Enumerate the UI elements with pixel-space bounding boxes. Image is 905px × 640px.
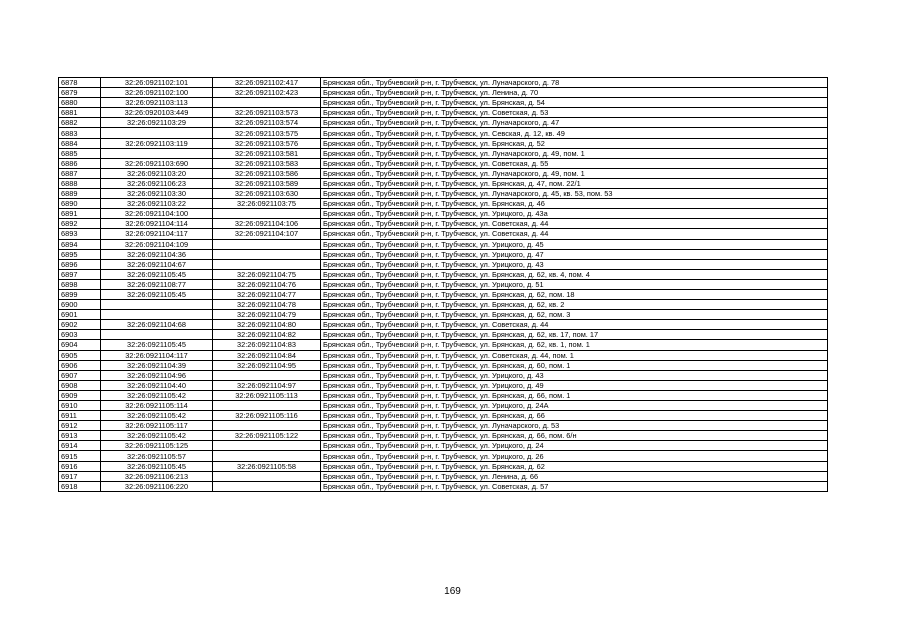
- parcel-cadastral-number-cell: 32:26:0921104:114: [101, 219, 213, 229]
- row-number-cell: 6911: [59, 411, 101, 421]
- table-row: [59, 239, 828, 249]
- table-row: [59, 279, 828, 289]
- row-number-cell: 6912: [59, 421, 101, 431]
- object-cadastral-number-cell: 32:26:0921105:116: [213, 411, 321, 421]
- address-cell: Брянская обл., Трубчевский р-н, г. Трубчевск, ул. Урицкого, д. 24: [321, 441, 828, 451]
- address-cell: Брянская обл., Трубчевский р-н, г. Трубчевск, ул. Урицкого, д. 43: [321, 259, 828, 269]
- address-cell: Брянская обл., Трубчевский р-н, г. Трубчевск, ул. Брянская, д. 66, пом. 6/н: [321, 431, 828, 441]
- parcel-cadastral-number-cell: 32:26:0921108:77: [101, 279, 213, 289]
- object-cadastral-number-cell: 32:26:0921105:113: [213, 390, 321, 400]
- parcel-cadastral-number-cell: 32:26:0921103:113: [101, 98, 213, 108]
- object-cadastral-number-cell: 32:26:0921103:75: [213, 199, 321, 209]
- address-cell: Брянская обл., Трубчевский р-н, г. Трубчевск, ул. Брянская, д. 62: [321, 461, 828, 471]
- row-number-cell: 6894: [59, 239, 101, 249]
- parcel-cadastral-number-cell: 32:26:0921105:57: [101, 451, 213, 461]
- address-cell: Брянская обл., Трубчевский р-н, г. Трубчевск, ул. Луначарского, д. 49, пом. 1: [321, 148, 828, 158]
- address-cell: Брянская обл., Трубчевский р-н, г. Трубчевск, ул. Брянская, д. 62, кв. 4, пом. 4: [321, 269, 828, 279]
- parcel-cadastral-number-cell: 32:26:0921105:45: [101, 289, 213, 299]
- address-cell: Брянская обл., Трубчевский р-н, г. Трубчевск, ул. Урицкого, д. 47: [321, 249, 828, 259]
- table-row: [59, 249, 828, 259]
- parcel-cadastral-number-cell: 32:26:0921105:114: [101, 401, 213, 411]
- row-number-cell: 6907: [59, 370, 101, 380]
- table-row: [59, 320, 828, 330]
- object-cadastral-number-cell: 32:26:0921104:97: [213, 380, 321, 390]
- object-cadastral-number-cell: 32:26:0921103:575: [213, 128, 321, 138]
- object-cadastral-number-cell: 32:26:0921104:107: [213, 229, 321, 239]
- parcel-cadastral-number-cell: 32:26:0921105:45: [101, 461, 213, 471]
- table-row: [59, 421, 828, 431]
- object-cadastral-number-cell: 32:26:0921104:95: [213, 360, 321, 370]
- parcel-cadastral-number-cell: 32:26:0921103:22: [101, 199, 213, 209]
- parcel-cadastral-number-cell: 32:26:0921105:45: [101, 269, 213, 279]
- row-number-cell: 6897: [59, 269, 101, 279]
- table-row: [59, 370, 828, 380]
- row-number-cell: 6918: [59, 481, 101, 491]
- table-row: [59, 148, 828, 158]
- address-cell: Брянская обл., Трубчевский р-н, г. Трубчевск, ул. Брянская, д. 47, пом. 22/1: [321, 178, 828, 188]
- property-table-body: [59, 78, 828, 492]
- parcel-cadastral-number-cell: 32:26:0921106:220: [101, 481, 213, 491]
- address-cell: Брянская обл., Трубчевский р-н, г. Трубчевск, ул. Брянская, д. 62, пом. 18: [321, 289, 828, 299]
- table-row: [59, 229, 828, 239]
- row-number-cell: 6904: [59, 340, 101, 350]
- parcel-cadastral-number-cell: 32:26:0921104:117: [101, 229, 213, 239]
- address-cell: Брянская обл., Трубчевский р-н, г. Трубчевск, ул. Урицкого, д. 45: [321, 239, 828, 249]
- table-row: [59, 330, 828, 340]
- object-cadastral-number-cell: 32:26:0921104:77: [213, 289, 321, 299]
- table-row: [59, 471, 828, 481]
- address-cell: Брянская обл., Трубчевский р-н, г. Трубчевск, ул. Брянская, д. 52: [321, 138, 828, 148]
- object-cadastral-number-cell: 32:26:0921105:122: [213, 431, 321, 441]
- row-number-cell: 6881: [59, 108, 101, 118]
- address-cell: Брянская обл., Трубчевский р-н, г. Трубчевск, ул. Брянская, д. 62, пом. 3: [321, 310, 828, 320]
- parcel-cadastral-number-cell: 32:26:0921105:125: [101, 441, 213, 451]
- row-number-cell: 6905: [59, 350, 101, 360]
- object-cadastral-number-cell: 32:26:0921104:80: [213, 320, 321, 330]
- address-cell: Брянская обл., Трубчевский р-н, г. Трубчевск, ул. Брянская, д. 46: [321, 199, 828, 209]
- object-cadastral-number-cell: 32:26:0921104:75: [213, 269, 321, 279]
- row-number-cell: 6885: [59, 148, 101, 158]
- table-row: [59, 219, 828, 229]
- row-number-cell: 6895: [59, 249, 101, 259]
- object-cadastral-number-cell: [213, 259, 321, 269]
- parcel-cadastral-number-cell: [101, 300, 213, 310]
- table-row: [59, 88, 828, 98]
- object-cadastral-number-cell: 32:26:0921103:583: [213, 158, 321, 168]
- table-row: [59, 108, 828, 118]
- table-row: [59, 78, 828, 88]
- object-cadastral-number-cell: [213, 239, 321, 249]
- address-cell: Брянская обл., Трубчевский р-н, г. Трубчевск, ул. Брянская, д. 62, кв. 2: [321, 300, 828, 310]
- row-number-cell: 6898: [59, 279, 101, 289]
- table-row: [59, 461, 828, 471]
- row-number-cell: 6878: [59, 78, 101, 88]
- parcel-cadastral-number-cell: 32:26:0921102:101: [101, 78, 213, 88]
- table-row: [59, 350, 828, 360]
- table-row: [59, 209, 828, 219]
- row-number-cell: 6892: [59, 219, 101, 229]
- object-cadastral-number-cell: [213, 98, 321, 108]
- row-number-cell: 6880: [59, 98, 101, 108]
- object-cadastral-number-cell: [213, 421, 321, 431]
- row-number-cell: 6916: [59, 461, 101, 471]
- table-row: [59, 178, 828, 188]
- row-number-cell: 6913: [59, 431, 101, 441]
- row-number-cell: 6893: [59, 229, 101, 239]
- address-cell: Брянская обл., Трубчевский р-н, г. Трубчевск, ул. Урицкого, д. 24А: [321, 401, 828, 411]
- address-cell: Брянская обл., Трубчевский р-н, г. Трубчевск, ул. Луначарского, д. 53: [321, 421, 828, 431]
- object-cadastral-number-cell: [213, 370, 321, 380]
- parcel-cadastral-number-cell: 32:26:0921104:39: [101, 360, 213, 370]
- row-number-cell: 6901: [59, 310, 101, 320]
- parcel-cadastral-number-cell: 32:26:0921106:213: [101, 471, 213, 481]
- row-number-cell: 6903: [59, 330, 101, 340]
- parcel-cadastral-number-cell: [101, 310, 213, 320]
- table-row: [59, 300, 828, 310]
- parcel-cadastral-number-cell: 32:26:0921103:690: [101, 158, 213, 168]
- object-cadastral-number-cell: [213, 249, 321, 259]
- table-row: [59, 189, 828, 199]
- table-row: [59, 390, 828, 400]
- address-cell: Брянская обл., Трубчевский р-н, г. Трубчевск, ул. Брянская, д. 62, кв. 1, пом. 1: [321, 340, 828, 350]
- address-cell: Брянская обл., Трубчевский р-н, г. Трубчевск, ул. Советская, д. 55: [321, 158, 828, 168]
- address-cell: Брянская обл., Трубчевский р-н, г. Трубчевск, ул. Брянская, д. 66, пом. 1: [321, 390, 828, 400]
- object-cadastral-number-cell: [213, 441, 321, 451]
- table-row: [59, 259, 828, 269]
- address-cell: Брянская обл., Трубчевский р-н, г. Трубчевск, ул. Луначарского, д. 78: [321, 78, 828, 88]
- object-cadastral-number-cell: 32:26:0921104:79: [213, 310, 321, 320]
- parcel-cadastral-number-cell: [101, 128, 213, 138]
- address-cell: Брянская обл., Трубчевский р-н, г. Трубчевск, ул. Брянская, д. 66: [321, 411, 828, 421]
- object-cadastral-number-cell: 32:26:0921104:106: [213, 219, 321, 229]
- table-row: [59, 168, 828, 178]
- row-number-cell: 6879: [59, 88, 101, 98]
- address-cell: Брянская обл., Трубчевский р-н, г. Трубчевск, ул. Луначарского, д. 45, кв. 53, пом. 53: [321, 189, 828, 199]
- row-number-cell: 6909: [59, 390, 101, 400]
- address-cell: Брянская обл., Трубчевский р-н, г. Трубчевск, ул. Советская, д. 44: [321, 229, 828, 239]
- table-row: [59, 158, 828, 168]
- object-cadastral-number-cell: 32:26:0921102:417: [213, 78, 321, 88]
- parcel-cadastral-number-cell: 32:26:0921105:42: [101, 411, 213, 421]
- object-cadastral-number-cell: 32:26:0921103:630: [213, 189, 321, 199]
- object-cadastral-number-cell: 32:26:0921104:83: [213, 340, 321, 350]
- address-cell: Брянская обл., Трубчевский р-н, г. Трубчевск, ул. Брянская, д. 54: [321, 98, 828, 108]
- address-cell: Брянская обл., Трубчевский р-н, г. Трубчевск, ул. Луначарского, д. 49, пом. 1: [321, 168, 828, 178]
- address-cell: Брянская обл., Трубчевский р-н, г. Трубчевск, ул. Советская, д. 44: [321, 219, 828, 229]
- table-row: [59, 289, 828, 299]
- table-row: [59, 340, 828, 350]
- address-cell: Брянская обл., Трубчевский р-н, г. Трубчевск, ул. Урицкого, д. 49: [321, 380, 828, 390]
- row-number-cell: 6914: [59, 441, 101, 451]
- parcel-cadastral-number-cell: 32:26:0921104:67: [101, 259, 213, 269]
- row-number-cell: 6891: [59, 209, 101, 219]
- address-cell: Брянская обл., Трубчевский р-н, г. Трубчевск, ул. Урицкого, д. 26: [321, 451, 828, 461]
- table-row: [59, 411, 828, 421]
- object-cadastral-number-cell: 32:26:0921103:581: [213, 148, 321, 158]
- row-number-cell: 6887: [59, 168, 101, 178]
- row-number-cell: 6915: [59, 451, 101, 461]
- table-row: [59, 310, 828, 320]
- table-row: [59, 380, 828, 390]
- row-number-cell: 6882: [59, 118, 101, 128]
- row-number-cell: 6917: [59, 471, 101, 481]
- parcel-cadastral-number-cell: 32:26:0921104:96: [101, 370, 213, 380]
- parcel-cadastral-number-cell: 32:26:0921103:20: [101, 168, 213, 178]
- address-cell: Брянская обл., Трубчевский р-н, г. Трубчевск, ул. Урицкого, д. 43: [321, 370, 828, 380]
- parcel-cadastral-number-cell: 32:26:0921105:42: [101, 431, 213, 441]
- address-cell: Брянская обл., Трубчевский р-н, г. Трубчевск, ул. Урицкого, д. 43а: [321, 209, 828, 219]
- parcel-cadastral-number-cell: 32:26:0921105:42: [101, 390, 213, 400]
- object-cadastral-number-cell: [213, 481, 321, 491]
- object-cadastral-number-cell: 32:26:0921105:58: [213, 461, 321, 471]
- row-number-cell: 6910: [59, 401, 101, 411]
- row-number-cell: 6902: [59, 320, 101, 330]
- address-cell: Брянская обл., Трубчевский р-н, г. Трубчевск, ул. Советская, д. 44: [321, 320, 828, 330]
- row-number-cell: 6886: [59, 158, 101, 168]
- parcel-cadastral-number-cell: 32:26:0921102:100: [101, 88, 213, 98]
- row-number-cell: 6883: [59, 128, 101, 138]
- row-number-cell: 6899: [59, 289, 101, 299]
- table-row: [59, 451, 828, 461]
- object-cadastral-number-cell: [213, 209, 321, 219]
- row-number-cell: 6888: [59, 178, 101, 188]
- table-row: [59, 269, 828, 279]
- parcel-cadastral-number-cell: 32:26:0920103:449: [101, 108, 213, 118]
- object-cadastral-number-cell: 32:26:0921104:78: [213, 300, 321, 310]
- address-cell: Брянская обл., Трубчевский р-н, г. Трубчевск, ул. Советская, д. 53: [321, 108, 828, 118]
- address-cell: Брянская обл., Трубчевский р-н, г. Трубчевск, ул. Ленина, д. 70: [321, 88, 828, 98]
- parcel-cadastral-number-cell: 32:26:0921105:45: [101, 340, 213, 350]
- address-cell: Брянская обл., Трубчевский р-н, г. Трубчевск, ул. Урицкого, д. 51: [321, 279, 828, 289]
- table-row: [59, 401, 828, 411]
- parcel-cadastral-number-cell: [101, 330, 213, 340]
- object-cadastral-number-cell: [213, 451, 321, 461]
- parcel-cadastral-number-cell: 32:26:0921104:109: [101, 239, 213, 249]
- page-number: 169: [444, 586, 461, 597]
- row-number-cell: 6908: [59, 380, 101, 390]
- object-cadastral-number-cell: [213, 471, 321, 481]
- table-row: [59, 441, 828, 451]
- address-cell: Брянская обл., Трубчевский р-н, г. Трубчевск, ул. Советская, д. 44, пом. 1: [321, 350, 828, 360]
- address-cell: Брянская обл., Трубчевский р-н, г. Трубчевск, ул. Брянская, д. 62, кв. 17, пом. 17: [321, 330, 828, 340]
- row-number-cell: 6890: [59, 199, 101, 209]
- object-cadastral-number-cell: 32:26:0921103:573: [213, 108, 321, 118]
- parcel-cadastral-number-cell: 32:26:0921103:30: [101, 189, 213, 199]
- object-cadastral-number-cell: 32:26:0921102:423: [213, 88, 321, 98]
- row-number-cell: 6884: [59, 138, 101, 148]
- table-row: [59, 118, 828, 128]
- object-cadastral-number-cell: 32:26:0921104:76: [213, 279, 321, 289]
- object-cadastral-number-cell: 32:26:0921104:82: [213, 330, 321, 340]
- row-number-cell: 6889: [59, 189, 101, 199]
- row-number-cell: 6900: [59, 300, 101, 310]
- address-cell: Брянская обл., Трубчевский р-н, г. Трубчевск, ул. Луначарского, д. 47: [321, 118, 828, 128]
- parcel-cadastral-number-cell: 32:26:0921104:68: [101, 320, 213, 330]
- object-cadastral-number-cell: 32:26:0921103:576: [213, 138, 321, 148]
- object-cadastral-number-cell: 32:26:0921104:84: [213, 350, 321, 360]
- row-number-cell: 6906: [59, 360, 101, 370]
- table-row: [59, 360, 828, 370]
- parcel-cadastral-number-cell: [101, 148, 213, 158]
- address-cell: Брянская обл., Трубчевский р-н, г. Трубчевск, ул. Брянская, д. 60, пом. 1: [321, 360, 828, 370]
- table-row: [59, 199, 828, 209]
- table-row: [59, 138, 828, 148]
- address-cell: Брянская обл., Трубчевский р-н, г. Трубчевск, ул. Ленина, д. 66: [321, 471, 828, 481]
- parcel-cadastral-number-cell: 32:26:0921105:117: [101, 421, 213, 431]
- object-cadastral-number-cell: 32:26:0921103:574: [213, 118, 321, 128]
- parcel-cadastral-number-cell: 32:26:0921104:117: [101, 350, 213, 360]
- parcel-cadastral-number-cell: 32:26:0921103:119: [101, 138, 213, 148]
- parcel-cadastral-number-cell: 32:26:0921103:29: [101, 118, 213, 128]
- table-row: [59, 481, 828, 491]
- parcel-cadastral-number-cell: 32:26:0921104:100: [101, 209, 213, 219]
- row-number-cell: 6896: [59, 259, 101, 269]
- parcel-cadastral-number-cell: 32:26:0921106:23: [101, 178, 213, 188]
- address-cell: Брянская обл., Трубчевский р-н, г. Трубчевск, ул. Севская, д. 12, кв. 49: [321, 128, 828, 138]
- table-row: [59, 431, 828, 441]
- address-cell: Брянская обл., Трубчевский р-н, г. Трубчевск, ул. Советская, д. 57: [321, 481, 828, 491]
- object-cadastral-number-cell: 32:26:0921103:586: [213, 168, 321, 178]
- parcel-cadastral-number-cell: 32:26:0921104:40: [101, 380, 213, 390]
- object-cadastral-number-cell: [213, 401, 321, 411]
- property-table: [58, 77, 828, 492]
- object-cadastral-number-cell: 32:26:0921103:589: [213, 178, 321, 188]
- table-row: [59, 128, 828, 138]
- table-row: [59, 98, 828, 108]
- parcel-cadastral-number-cell: 32:26:0921104:36: [101, 249, 213, 259]
